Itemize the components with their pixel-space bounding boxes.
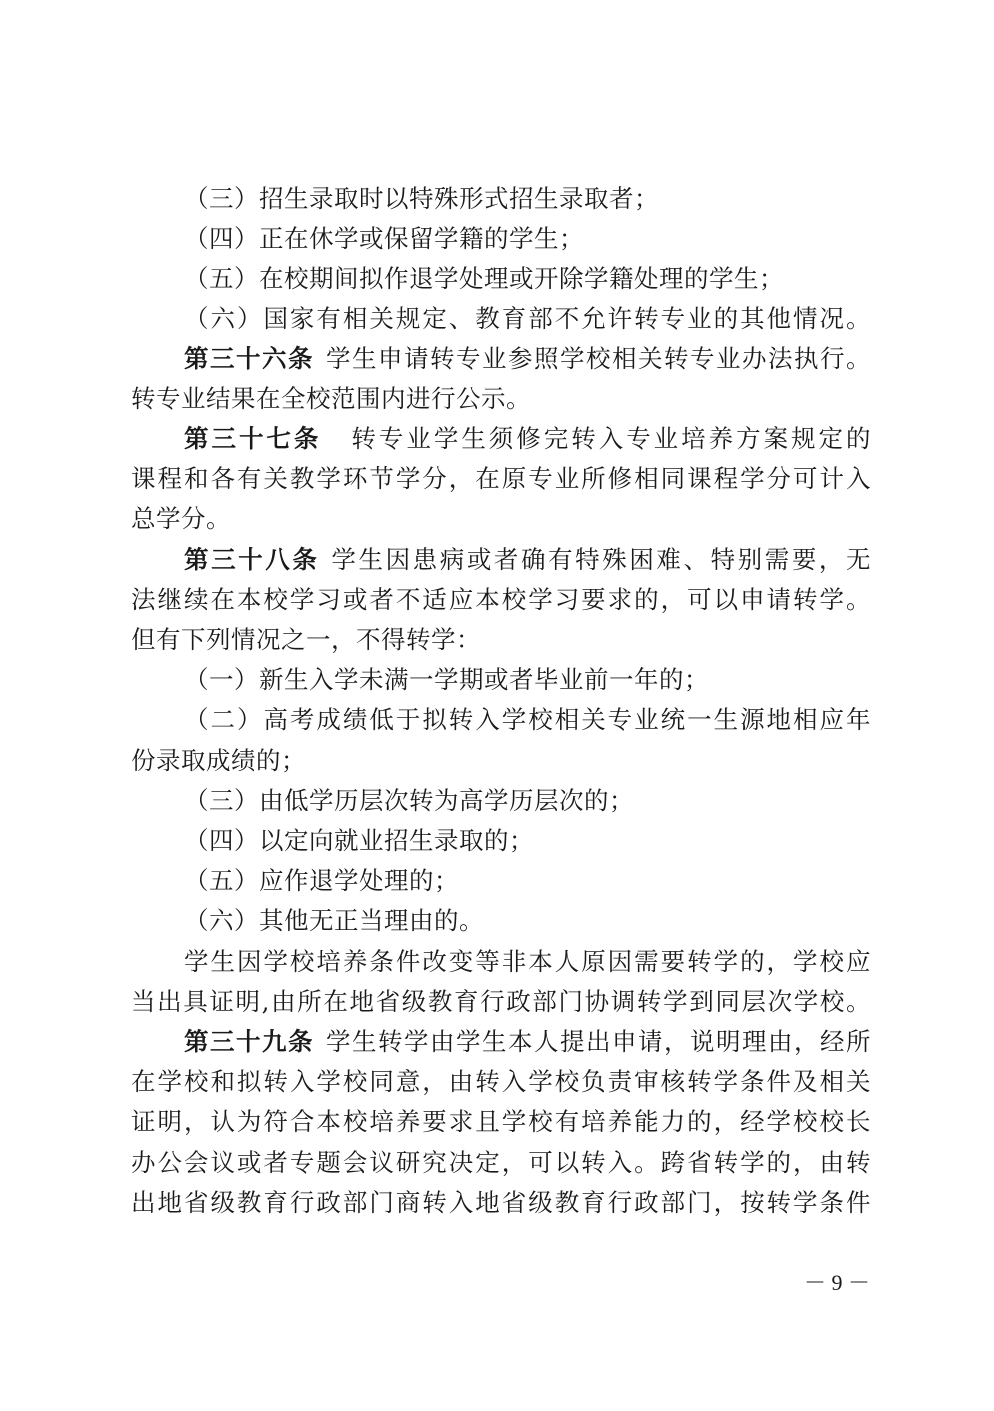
line-text: 总学分。 — [131, 504, 231, 533]
line-text: 学生转学由学生本人提出申请，说明理由，经所 — [326, 1027, 871, 1056]
line-text: 学生因学校培养条件改变等非本人原因需要转学的，学校应 — [184, 947, 871, 976]
article-heading: 第三十九条 — [184, 1027, 314, 1056]
item-line — [184, 901, 871, 941]
line-text: 但有下列情况之一，不得转学： — [131, 625, 481, 654]
body-line — [131, 741, 871, 781]
line-text: （五）在校期间拟作退学处理或开除学籍处理的学生； — [184, 264, 784, 293]
item-line — [184, 821, 871, 861]
line-text: （四）正在休学或保留学籍的学生； — [184, 224, 584, 253]
article-39-line — [184, 1022, 871, 1062]
line-text: 学生因患病或者确有特殊困难、特别需要，无 — [331, 545, 872, 574]
line-text: 法继续在本校学习或者不适应本校学习要求的，可以申请转学。 — [131, 585, 871, 614]
line-text: 在学校和拟转入学校同意，由转入学校负责审核转学条件及相关 — [131, 1067, 871, 1096]
item-line — [184, 259, 871, 299]
body-line — [131, 1143, 871, 1183]
line-text: （二）高考成绩低于拟转入学校相关专业统一生源地相应年 — [184, 705, 871, 734]
line-text: 证明，认为符合本校培养要求且学校有培养能力的，经学校校长 — [131, 1107, 871, 1136]
page-number: － 9 － — [803, 1270, 870, 1295]
body-line — [131, 1102, 871, 1142]
line-text: 学生申请转专业参照学校相关转专业办法执行。 — [326, 344, 871, 373]
item-line — [184, 781, 871, 821]
article-heading: 第三十七条 — [184, 424, 322, 453]
body-line — [131, 1062, 871, 1102]
line-text: （三）招生录取时以特殊形式招生录取者； — [184, 184, 659, 213]
item-line — [184, 861, 871, 901]
body-line — [131, 379, 871, 419]
body-line — [184, 942, 871, 982]
line-text: 转专业结果在全校范围内进行公示。 — [131, 384, 531, 413]
line-text: （三）由低学历层次转为高学历层次的； — [184, 786, 634, 815]
article-38-line — [184, 540, 871, 580]
line-text: （四）以定向就业招生录取的； — [184, 826, 534, 855]
item-line — [184, 179, 871, 219]
line-text: （六）国家有相关规定、教育部不允许转专业的其他情况。 — [184, 304, 871, 333]
line-text: （六）其他无正当理由的。 — [184, 906, 484, 935]
body-line — [131, 1183, 871, 1223]
article-heading: 第三十八条 — [184, 545, 320, 574]
line-text: 转专业学生须修完转入专业培养方案规定的 — [351, 424, 872, 453]
item-line — [184, 660, 871, 700]
article-36-line — [184, 339, 871, 379]
line-text: 份录取成绩的； — [131, 746, 306, 775]
item-line — [184, 700, 871, 740]
body-line — [131, 580, 871, 620]
body-line — [131, 982, 871, 1022]
article-heading: 第三十六条 — [184, 344, 314, 373]
body-line — [131, 620, 871, 660]
line-text: （一）新生入学未满一学期或者毕业前一年的； — [184, 665, 709, 694]
body-line — [131, 459, 871, 499]
item-line — [184, 219, 871, 259]
item-line — [184, 299, 871, 339]
line-text: （五）应作退学处理的； — [184, 866, 459, 895]
line-text: 出地省级教育行政部门商转入地省级教育行政部门，按转学条件 — [131, 1188, 871, 1217]
line-text: 当出具证明,由所在地省级教育行政部门协调转学到同层次学校。 — [131, 987, 871, 1016]
body-line — [131, 499, 871, 539]
article-37-line — [184, 419, 871, 459]
line-text: 办公会议或者专题会议研究决定，可以转入。跨省转学的，由转 — [131, 1148, 871, 1177]
line-text: 课程和各有关教学环节学分，在原专业所修相同课程学分可计入 — [131, 464, 871, 493]
